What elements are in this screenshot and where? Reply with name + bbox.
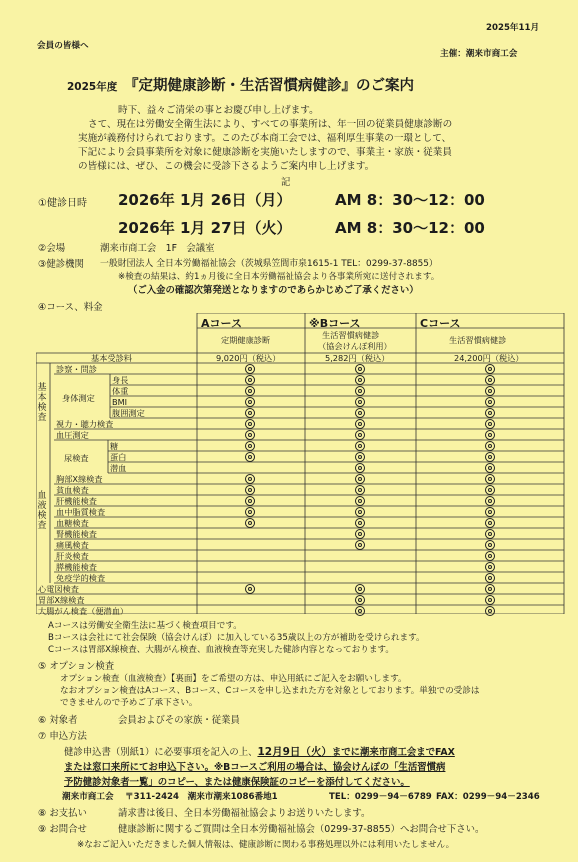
ki-mark: 記 — [281, 177, 291, 188]
included-mark — [245, 419, 255, 429]
privacy-footer: ※なおご記入いただきました個人情報は、健康診断に関わる事務処理以外には利用いたしません。 — [77, 840, 455, 850]
contact-org: 潮来市商工会 — [62, 792, 114, 802]
agency-note-1: ※検査の結果は、約1ヵ月後に全日本労働福祉協会より各事業所宛に送付されます。 — [118, 272, 440, 282]
included-mark — [355, 419, 365, 429]
included-mark — [485, 397, 495, 407]
row-label: 蛋白 — [110, 451, 127, 462]
included-mark — [245, 430, 255, 440]
courses-label: ④コース、料金 — [38, 302, 103, 313]
included-mark — [485, 584, 495, 594]
apply-line-1 — [64, 746, 455, 759]
row-label: 大腸がん検査（便潜血） — [38, 605, 129, 616]
course-a-subheader: 定期健康診断 — [221, 335, 271, 345]
page-title: 『定期健康診断・生活習慣病健診』のご案内 — [124, 78, 414, 94]
fee-label: 基本受診料 — [91, 353, 132, 363]
options-line-1: オプション検査（血液検査）【裏面】をご希望の方は、申込用紙にご記入をお願いします。 — [60, 674, 407, 684]
included-mark — [245, 518, 255, 528]
contact-address: 〒311-2424 潮来市潮来1086番地1 — [125, 792, 278, 802]
title-year: 2025年度 — [67, 81, 118, 93]
course-note-b: Bコースは会社にて社会保険（協会けんぽ）に加入している35歳以上の方が補助を受けられます。 — [48, 633, 425, 643]
row-label: 腹囲測定 — [112, 407, 145, 418]
course-b-subheader: 生活習慣病健診 — [322, 330, 380, 340]
venue-label: ②会場 — [38, 243, 66, 254]
included-mark — [355, 507, 365, 517]
row-label: 体重 — [112, 385, 129, 396]
included-mark — [245, 386, 255, 396]
included-mark — [245, 474, 255, 484]
inquiry-label: ⑨ お問合せ — [38, 824, 87, 835]
organizer: 主催：潮来市商工会 — [440, 49, 518, 59]
apply-line-1a: 健診申込書（別紙1）に必要事項を記入の上、 — [64, 747, 258, 758]
included-mark — [485, 364, 495, 374]
row-label: 免疫学的検査 — [56, 572, 106, 583]
row-label: 心電図検査 — [38, 583, 79, 594]
included-mark — [485, 419, 495, 429]
included-mark — [355, 364, 365, 374]
included-mark — [355, 584, 365, 594]
intro-line-3: 実施が義務付けられております。このたび本商工会では、福利厚生事業の一環として、 — [78, 133, 452, 144]
included-mark — [485, 518, 495, 528]
included-mark — [355, 452, 365, 462]
included-mark — [485, 386, 495, 396]
included-mark — [485, 551, 495, 561]
fee-c: 24,200円（税込） — [454, 353, 524, 363]
date-1: 2026年 1月 26日（月） — [118, 191, 292, 209]
options-label: ⑤ オプション検査 — [38, 661, 115, 672]
included-mark — [245, 441, 255, 451]
included-mark — [485, 485, 495, 495]
inquiry-value: 健康診断に関するご質問は全日本労働福祉協会（0299-37-8855）へお問合せ下さい。 — [118, 824, 485, 835]
payment-value: 請求書は後日、全日本労働福祉協会よりお送りいたします。 — [118, 808, 371, 819]
included-mark — [245, 496, 255, 506]
intro-line-4: 下記により会員事業所を対象に健康診断を実施いたしますので、事業主・家族・従業員 — [78, 147, 452, 158]
course-c-subheader: 生活習慣病健診 — [449, 335, 507, 345]
row-label: 診察・問診 — [56, 363, 97, 374]
included-mark — [245, 485, 255, 495]
included-mark — [485, 496, 495, 506]
included-mark — [355, 518, 365, 528]
agency-value: 一般財団法人 全日本労働福祉協会（茨城県笠間市泉1615-1 TEL：0299-37-8855） — [100, 259, 438, 269]
included-mark — [485, 474, 495, 484]
agency-label: ③健診機関 — [38, 259, 84, 270]
agency-note-2: （ご入金の確認次第発送となりますのであらかじめご了承ください） — [128, 285, 419, 296]
included-mark — [485, 606, 495, 616]
included-mark — [485, 430, 495, 440]
blood-side-label: 血液検査 — [37, 491, 47, 531]
time-1: AM 8：30～12：00 — [335, 191, 485, 209]
included-mark — [355, 474, 365, 484]
included-mark — [245, 452, 255, 462]
course-table — [36, 313, 565, 614]
included-mark — [245, 584, 255, 594]
course-note-a: Aコースは労働安全衛生法に基づく検査項目です。 — [48, 621, 242, 631]
options-line-3: できませんので予めご了承下さい。 — [60, 698, 198, 708]
row-label: 膵機能検査 — [56, 561, 97, 572]
apply-line-1c: までに潮来市商工会までFAX — [331, 747, 455, 758]
included-mark — [355, 485, 365, 495]
row-label: 血圧測定 — [56, 429, 89, 440]
recipient: 会員の皆様へ — [37, 41, 89, 51]
row-label: 糖 — [110, 440, 119, 451]
included-mark — [355, 540, 365, 550]
options-line-2: なおオプション検査はAコース、Bコース、Cコースを申し込まれた方を対象としております。単独での受診は — [60, 686, 480, 696]
row-label: 身長 — [112, 374, 129, 385]
urine-group-label: 尿検査 — [64, 453, 89, 463]
intro-line-1: 時下、益々ご清栄の事とお慶び申し上げます。 — [118, 105, 319, 116]
included-mark — [355, 397, 365, 407]
included-mark — [485, 452, 495, 462]
included-mark — [355, 441, 365, 451]
included-mark — [355, 408, 365, 418]
included-mark — [485, 408, 495, 418]
included-mark — [485, 529, 495, 539]
row-label: 貧血検査 — [56, 484, 89, 495]
included-mark — [245, 507, 255, 517]
included-mark — [245, 397, 255, 407]
apply-line-2b: ※Bコースご利用の場合は、協会けんぽの「生活習慣病 — [214, 762, 446, 773]
included-mark — [355, 386, 365, 396]
fee-a: 9,020円（税込） — [216, 353, 281, 363]
row-label: 血糖検査 — [56, 517, 89, 528]
row-label: 腎機能検査 — [56, 528, 97, 539]
apply-label: ⑦ 申込方法 — [38, 731, 87, 742]
row-label: 胃部X線検査 — [38, 594, 85, 605]
target-value: 会員およびその家族・従業員 — [118, 715, 240, 726]
included-mark — [485, 595, 495, 605]
included-mark — [355, 496, 365, 506]
course-c-header: Cコース — [420, 317, 461, 330]
included-mark — [485, 562, 495, 572]
contact-tel: TEL：0299－94－6789 — [329, 792, 432, 802]
included-mark — [355, 463, 365, 473]
apply-line-3: 予防健診対象者一覧」のコピー、または健康保険証のコピーを添付してください。 — [64, 777, 410, 788]
included-mark — [355, 375, 365, 385]
target-label: ⑥ 対象者 — [38, 715, 78, 726]
included-mark — [355, 529, 365, 539]
body-group-label: 身体測定 — [62, 393, 95, 403]
time-2: AM 8：30～12：00 — [335, 219, 485, 237]
row-label: 痛風検査 — [56, 539, 89, 550]
included-mark — [245, 408, 255, 418]
included-mark — [355, 595, 365, 605]
included-mark — [485, 507, 495, 517]
apply-line-2a: または窓口来所にてお申込下さい。 — [64, 762, 215, 773]
included-mark — [355, 606, 365, 616]
included-mark — [485, 441, 495, 451]
intro-line-5: の皆様には、ぜひ、この機会に受診下さるようご案内申し上げます。 — [78, 161, 375, 172]
included-mark — [485, 540, 495, 550]
included-mark — [485, 573, 495, 583]
apply-deadline: 12月9日（火） — [257, 746, 332, 758]
row-label: 潜血 — [110, 462, 127, 473]
row-label: 視力・聴力検査 — [56, 418, 114, 429]
row-label: 肝機能検査 — [56, 495, 97, 506]
payment-label: ⑧ お支払い — [38, 808, 87, 819]
included-mark — [245, 375, 255, 385]
included-mark — [485, 375, 495, 385]
included-mark — [485, 463, 495, 473]
intro-line-2: さて、現在は労働安全衛生法により、すべての事業所は、年一回の従業員健康診断の — [88, 119, 453, 130]
apply-line-2 — [64, 761, 445, 774]
contact-fax: FAX：0299－94－2346 — [436, 792, 540, 802]
course-note-c: Cコースは胃部X線検査、大腸がん検査、血液検査等充実した健診内容となっております。 — [48, 645, 394, 655]
course-b-header: ※Bコース — [309, 317, 361, 330]
included-mark — [355, 430, 365, 440]
included-mark — [245, 364, 255, 374]
basic-side-label: 基本検査 — [37, 383, 47, 423]
venue-value: 潮来市商工会 1F 会議室 — [100, 243, 215, 254]
issue-date: 2025年11月 — [486, 23, 540, 33]
course-a-header: Aコース — [201, 317, 242, 330]
row-label: 肝炎検査 — [56, 550, 89, 561]
fee-b: 5,282円（税込） — [325, 353, 390, 363]
dates-label: ①健診日時 — [38, 198, 87, 209]
date-2: 2026年 1月 27日（火） — [118, 219, 292, 237]
row-label: 血中脂質検査 — [56, 506, 106, 517]
row-label: 胸部X線検査 — [56, 473, 103, 484]
course-b-note: （協会けんぽ利用） — [318, 341, 392, 351]
row-label: BMI — [112, 396, 128, 407]
